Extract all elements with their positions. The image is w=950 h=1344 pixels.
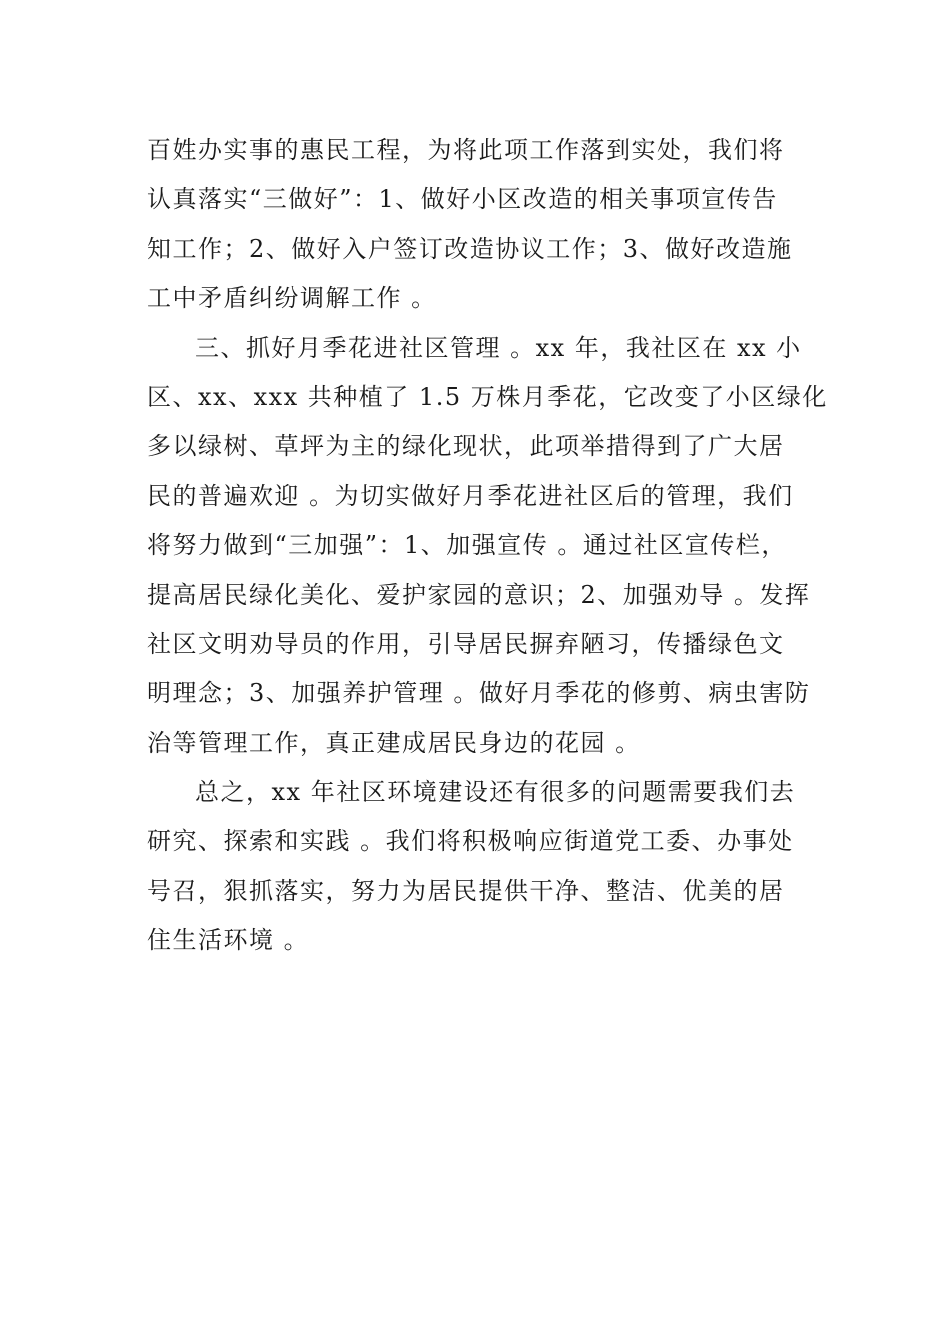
paragraph-line: 多以绿树、草坪为主的绿化现状，此项举措得到了广大居 <box>147 432 785 461</box>
paragraph-line: 总之，xx 年社区环境建设还有很多的问题需要我们去 <box>195 778 796 807</box>
paragraph-line: 研究、探索和实践 。我们将积极响应街道党工委、办事处 <box>147 827 794 856</box>
paragraph-line: 工中矛盾纠纷调解工作 。 <box>147 284 437 313</box>
paragraph-line: 知工作；2、做好入户签订改造协议工作；3、做好改造施 <box>147 234 793 263</box>
paragraph-line: 将努力做到“三加强”：1、加强宣传 。通过社区宣传栏， <box>147 531 787 560</box>
paragraph-line: 治等管理工作，真正建成居民身边的花园 。 <box>147 728 641 757</box>
document-body <box>147 126 828 966</box>
paragraph-line: 百姓办实事的惠民工程，为将此项工作落到实处，我们将 <box>147 136 785 164</box>
paragraph-line: 明理念；3、加强养护管理 。做好月季花的修剪、病虫害防 <box>147 679 811 708</box>
paragraph-line: 住生活环境 。 <box>147 926 310 955</box>
paragraph-line: 三、抓好月季花进社区管理 。xx 年，我社区在 xx 小 <box>195 333 802 362</box>
paragraph-line: 提高居民绿化美化、爱护家园的意识；2、加强劝导 。发挥 <box>147 580 811 609</box>
paragraph-line: 社区文明劝导员的作用，引导居民摒弃陋习，传播绿色文 <box>147 629 785 658</box>
paragraph-line: 号召，狠抓落实，努力为居民提供干净、整洁、优美的居 <box>147 876 785 905</box>
paragraph-line: 民的普遍欢迎 。为切实做好月季花进社区后的管理，我们 <box>147 481 794 510</box>
paragraph-line: 认真落实“三做好”：1、做好小区改造的相关事项宣传告 <box>147 185 778 214</box>
paragraph-line: 区、xx、xxx 共种植了 1.5 万株月季花，它改变了小区绿化 <box>147 382 828 411</box>
